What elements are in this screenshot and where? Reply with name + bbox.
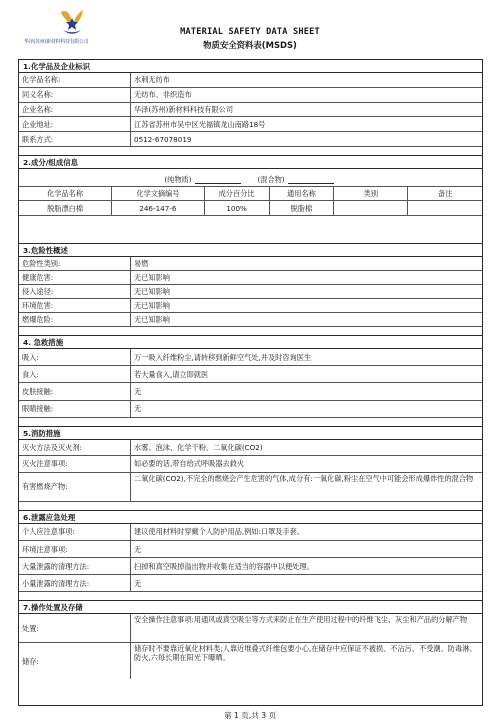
field-row <box>19 614 482 643</box>
substance-type-line <box>19 169 482 186</box>
mixture-label: (混合物) <box>257 174 285 184</box>
title-english: MATERIAL SAFETY DATA SHEET <box>180 27 320 37</box>
field-label: 侵入途径: <box>19 285 131 298</box>
section-handling-storage <box>19 601 482 679</box>
field-row <box>19 440 482 457</box>
field-row <box>19 73 482 88</box>
spacer <box>19 592 482 600</box>
table-header: 备注 <box>408 186 482 201</box>
field-value: 水雾、泡沫、化学干粉、二氧化碳(CO2) <box>134 442 263 452</box>
field-label: 有害燃烧产物: <box>19 473 131 501</box>
document-header <box>0 0 500 58</box>
composition-table <box>19 186 482 216</box>
section-identification <box>19 60 482 156</box>
table-cell <box>334 201 408 216</box>
table-cell: 脱脂棉 <box>269 201 334 216</box>
table-row <box>19 201 482 216</box>
field-row <box>19 271 482 285</box>
field-value: 无 <box>134 404 142 414</box>
field-value: 华泽(苏州)新材料科技有限公司 <box>134 104 234 114</box>
field-value: 无纺布、非织造布 <box>134 90 192 100</box>
field-row <box>19 401 482 418</box>
field-row <box>19 103 482 118</box>
field-label: 联系方式: <box>19 132 131 146</box>
section-title: 2.成分/组成信息 <box>19 156 482 169</box>
field-label: 灭火注意事项: <box>19 456 131 472</box>
field-value: 无已知影响 <box>134 286 170 296</box>
field-label: 危险性类别: <box>19 257 131 270</box>
spacer <box>19 502 482 510</box>
field-label: 燃爆危险: <box>19 313 131 326</box>
field-value: 储存时不要靠近氧化材料类;人靠近堆叠式纤维包要小心,在储存中应保证不被损、不沾污、不受潮、防毒淋、防火,六每长期在阳光下曝晒。 <box>134 644 477 663</box>
field-label: 个人应注意事项: <box>19 524 131 540</box>
field-label: 吸入: <box>19 349 131 365</box>
table-header-row <box>19 186 482 201</box>
field-row <box>19 456 482 473</box>
section-title: 1.化学品及企业标识 <box>19 60 482 73</box>
field-value: 无 <box>134 386 142 396</box>
section-title: 7.操作处置及存储 <box>19 601 482 614</box>
field-row <box>19 132 482 147</box>
table-header: 成分百分比 <box>204 186 269 201</box>
field-value: 二氧化碳(CO2),不完全的燃烧会产生危害的气体,成分有:一氧化碳,粉尘在空气中可能会形成爆炸性的混合物 <box>134 473 474 483</box>
field-row <box>19 524 482 541</box>
title-chinese: 物质安全资料表(MSDS) <box>203 40 297 50</box>
table-header: 类别 <box>334 186 408 201</box>
table-cell: 脱脂漂白棉 <box>19 201 112 216</box>
field-row <box>19 558 482 575</box>
mixture-blank <box>288 176 334 184</box>
section-title: 5.消防措施 <box>19 427 482 440</box>
logo-text: 华泽(苏州)新材料科技有限公司 <box>24 39 89 45</box>
section-title: 4. 急救措施 <box>19 336 482 349</box>
section-first-aid <box>19 336 482 427</box>
field-value: 无已知影响 <box>134 300 170 310</box>
field-value: 安全操作注意事项:用通风或真空吸尘等方式来防止在生产使用过程中的纤维飞尘、灰尘和产品的分解产物 <box>134 615 468 625</box>
table-cell <box>408 201 482 216</box>
field-row <box>19 299 482 313</box>
field-row <box>19 313 482 327</box>
field-value: 易燃 <box>134 258 149 268</box>
spacer <box>19 418 482 426</box>
field-label: 灭火方法及灭火剂: <box>19 440 131 456</box>
field-row <box>19 575 482 592</box>
field-row <box>19 366 482 383</box>
table-cell: 246-147-6 <box>112 201 205 216</box>
field-value: 无已知影响 <box>134 314 170 324</box>
field-label: 大量泄露的清理方法: <box>19 558 131 574</box>
field-label: 食入: <box>19 366 131 382</box>
field-value: 0512-67078019 <box>134 134 192 144</box>
field-value: 若大量食入,请立即就医 <box>134 369 209 379</box>
field-value: 如必要的话,带自给式呼吸器去救火 <box>134 459 245 469</box>
field-label: 环境注意事项: <box>19 541 131 557</box>
field-label: 企业名称: <box>19 103 131 117</box>
field-row <box>19 541 482 558</box>
field-label: 健康危害: <box>19 271 131 284</box>
field-value: 无已知影响 <box>134 272 170 282</box>
spacer <box>19 216 482 243</box>
field-label: 小量泄露的清理方法: <box>19 575 131 591</box>
table-header: 化学文摘编号 <box>112 186 205 201</box>
field-label: 眼睛接触: <box>19 401 131 417</box>
field-label: 企业地址: <box>19 117 131 131</box>
section-firefighting <box>19 427 482 511</box>
field-row <box>19 117 482 132</box>
field-value: 江苏省苏州市吴中区光福镇龙山南路18号 <box>134 119 266 129</box>
section-title: 3.危险性概述 <box>19 244 482 257</box>
page-number: 第 1 页,共 3 页 <box>223 711 277 720</box>
field-row <box>19 257 482 271</box>
field-label: 皮肤接触: <box>19 383 131 399</box>
table-cell: 100% <box>204 201 269 216</box>
field-row <box>19 349 482 366</box>
section-title: 6.泄露应急处理 <box>19 511 482 524</box>
field-row <box>19 285 482 299</box>
pure-substance-blank <box>195 176 241 184</box>
section-hazards <box>19 244 482 336</box>
field-value: 建议使用材料时穿戴个人防护用品,例如:口罩及手套。 <box>134 527 305 537</box>
field-row <box>19 383 482 400</box>
pure-substance-label: (纯物质) <box>164 174 192 184</box>
field-label: 环境危害: <box>19 299 131 312</box>
spacer <box>19 147 482 155</box>
field-row <box>19 88 482 103</box>
field-value: 万一吸入纤维粉尘,请转移到新鲜空气处,并及时咨询医生 <box>134 352 312 362</box>
table-header: 化学品名称 <box>19 186 112 201</box>
field-row <box>19 643 482 679</box>
field-label: 同义名称: <box>19 88 131 102</box>
section-spill-response <box>19 511 482 602</box>
spacer <box>19 327 482 335</box>
section-composition <box>19 156 482 244</box>
field-row <box>19 473 482 502</box>
field-label: 处置: <box>19 614 131 642</box>
field-value: 水刺无纺布 <box>134 75 170 85</box>
field-label: 化学品名称: <box>19 73 131 87</box>
field-label: 储存: <box>19 643 131 679</box>
msds-form <box>18 59 483 706</box>
table-header: 通用名称 <box>269 186 334 201</box>
field-value: 扫掉和真空吸掉溢出物并收集在适当的容器中以便处理。 <box>134 561 314 571</box>
field-value: 无 <box>134 544 142 554</box>
field-value: 无 <box>134 578 142 588</box>
